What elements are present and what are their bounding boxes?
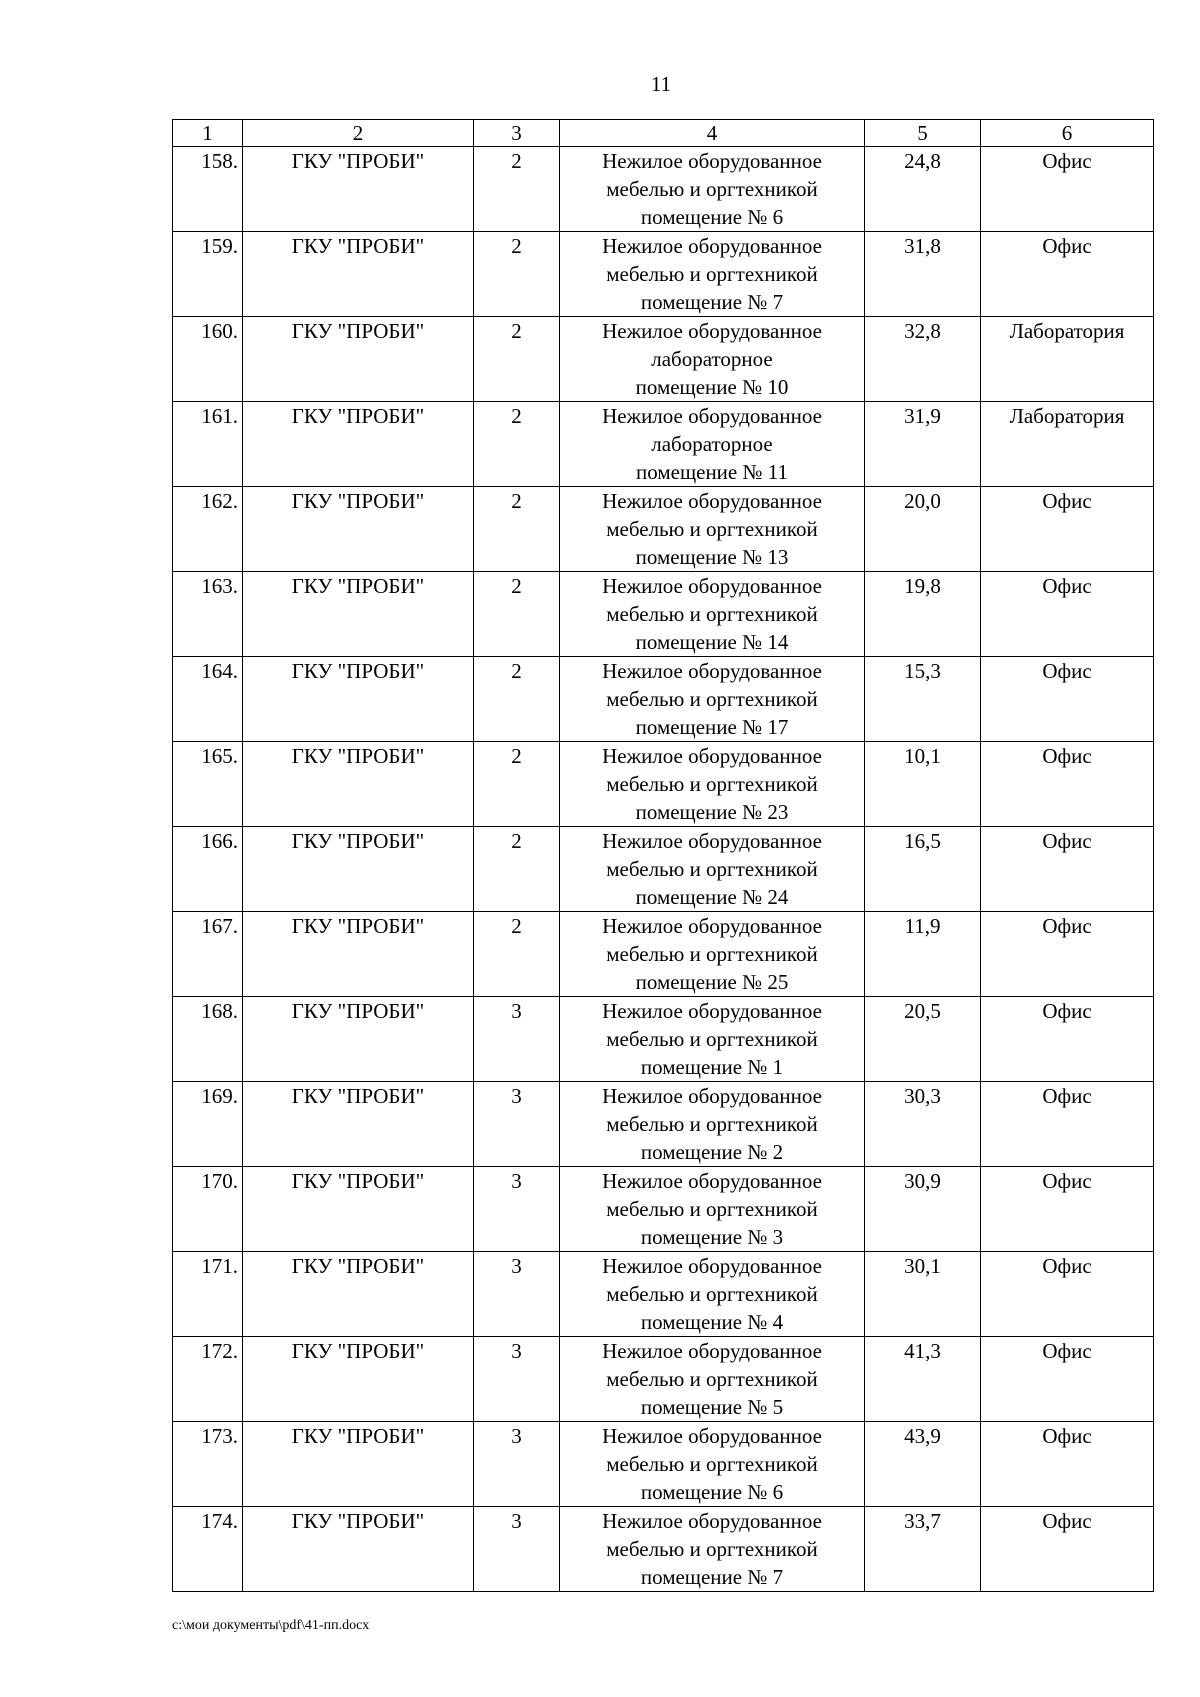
- premises-description: [560, 572, 865, 657]
- column-header: 2: [243, 120, 474, 147]
- row-number: 161.: [173, 402, 243, 487]
- description-line: помещение № 11: [636, 460, 788, 484]
- purpose-value: Офис: [981, 1507, 1154, 1592]
- premises-description: [560, 147, 865, 232]
- area-value: 19,8: [865, 572, 981, 657]
- description-line: мебелью и оргтехникой: [606, 1197, 818, 1221]
- organization-name: ГКУ "ПРОБИ": [243, 1337, 474, 1422]
- footer-file-path: c:\мои документы\pdf\41-пп.docx: [172, 1618, 370, 1633]
- description-line: мебелью и оргтехникой: [606, 857, 818, 881]
- description-line: помещение № 7: [640, 290, 784, 314]
- table-row: [173, 997, 1154, 1082]
- table-row: [173, 1337, 1154, 1422]
- description-line: Нежилое оборудованное: [602, 319, 822, 343]
- description-line: помещение № 3: [640, 1225, 784, 1249]
- description-line: помещение № 25: [635, 970, 789, 994]
- organization-name: ГКУ "ПРОБИ": [243, 572, 474, 657]
- floor-number: 2: [474, 827, 560, 912]
- area-value: 20,5: [865, 997, 981, 1082]
- purpose-value: Офис: [981, 147, 1154, 232]
- description-line: лабораторное: [651, 432, 773, 456]
- purpose-value: Лаборатория: [981, 317, 1154, 402]
- organization-name: ГКУ "ПРОБИ": [243, 657, 474, 742]
- description-line: Нежилое оборудованное: [602, 234, 822, 258]
- description-line: помещение № 24: [635, 885, 789, 909]
- description-line: мебелью и оргтехникой: [606, 1027, 818, 1051]
- description-line: мебелью и оргтехникой: [606, 1367, 818, 1391]
- description-line: Нежилое оборудованное: [602, 1424, 822, 1448]
- floor-number: 2: [474, 402, 560, 487]
- description-line: мебелью и оргтехникой: [606, 262, 818, 286]
- description-line: мебелью и оргтехникой: [606, 602, 818, 626]
- row-number: 168.: [173, 997, 243, 1082]
- table-row: [173, 1082, 1154, 1167]
- organization-name: ГКУ "ПРОБИ": [243, 1167, 474, 1252]
- row-number: 164.: [173, 657, 243, 742]
- table-row: [173, 402, 1154, 487]
- table-body: [173, 147, 1154, 1592]
- area-value: 43,9: [865, 1422, 981, 1507]
- description-line: Нежилое оборудованное: [602, 914, 822, 938]
- organization-name: ГКУ "ПРОБИ": [243, 827, 474, 912]
- description-line: Нежилое оборудованное: [602, 1254, 822, 1278]
- purpose-value: Лаборатория: [981, 402, 1154, 487]
- description-line: помещение № 13: [635, 545, 789, 569]
- premises-description: [560, 1252, 865, 1337]
- description-line: помещение № 2: [640, 1140, 784, 1164]
- page-number: 11: [650, 72, 672, 96]
- row-number: 173.: [173, 1422, 243, 1507]
- row-number: 174.: [173, 1507, 243, 1592]
- row-number: 170.: [173, 1167, 243, 1252]
- column-header: 3: [474, 120, 560, 147]
- table-row: [173, 827, 1154, 912]
- purpose-value: Офис: [981, 827, 1154, 912]
- organization-name: ГКУ "ПРОБИ": [243, 742, 474, 827]
- organization-name: ГКУ "ПРОБИ": [243, 997, 474, 1082]
- description-line: Нежилое оборудованное: [602, 489, 822, 513]
- row-number: 171.: [173, 1252, 243, 1337]
- premises-description: [560, 742, 865, 827]
- description-line: Нежилое оборудованное: [602, 659, 822, 683]
- description-line: помещение № 6: [640, 205, 784, 229]
- table-row: [173, 487, 1154, 572]
- table-row: [173, 1252, 1154, 1337]
- premises-description: [560, 997, 865, 1082]
- row-number: 167.: [173, 912, 243, 997]
- description-line: Нежилое оборудованное: [602, 1339, 822, 1363]
- table-row: [173, 1507, 1154, 1592]
- premises-description: [560, 1507, 865, 1592]
- area-value: 31,9: [865, 402, 981, 487]
- purpose-value: Офис: [981, 1337, 1154, 1422]
- table-row: [173, 147, 1154, 232]
- floor-number: 2: [474, 657, 560, 742]
- purpose-value: Офис: [981, 232, 1154, 317]
- description-line: Нежилое оборудованное: [602, 574, 822, 598]
- column-header: 5: [865, 120, 981, 147]
- area-value: 24,8: [865, 147, 981, 232]
- description-line: мебелью и оргтехникой: [606, 1112, 818, 1136]
- description-line: помещение № 17: [635, 715, 789, 739]
- area-value: 32,8: [865, 317, 981, 402]
- purpose-value: Офис: [981, 487, 1154, 572]
- description-line: помещение № 23: [635, 800, 789, 824]
- table-row: [173, 1422, 1154, 1507]
- area-value: 30,1: [865, 1252, 981, 1337]
- description-line: лабораторное: [651, 347, 773, 371]
- premises-description: [560, 827, 865, 912]
- description-line: мебелью и оргтехникой: [606, 1537, 818, 1561]
- table-row: [173, 1167, 1154, 1252]
- floor-number: 3: [474, 997, 560, 1082]
- row-number: 165.: [173, 742, 243, 827]
- floor-number: 2: [474, 147, 560, 232]
- organization-name: ГКУ "ПРОБИ": [243, 1507, 474, 1592]
- purpose-value: Офис: [981, 912, 1154, 997]
- premises-description: [560, 912, 865, 997]
- table-row: [173, 317, 1154, 402]
- organization-name: ГКУ "ПРОБИ": [243, 1082, 474, 1167]
- area-value: 30,9: [865, 1167, 981, 1252]
- description-line: Нежилое оборудованное: [602, 744, 822, 768]
- floor-number: 2: [474, 232, 560, 317]
- area-value: 30,3: [865, 1082, 981, 1167]
- organization-name: ГКУ "ПРОБИ": [243, 487, 474, 572]
- table-row: [173, 912, 1154, 997]
- premises-description: [560, 1082, 865, 1167]
- description-line: мебелью и оргтехникой: [606, 177, 818, 201]
- floor-number: 3: [474, 1337, 560, 1422]
- floor-number: 3: [474, 1167, 560, 1252]
- floor-number: 2: [474, 317, 560, 402]
- organization-name: ГКУ "ПРОБИ": [243, 317, 474, 402]
- organization-name: ГКУ "ПРОБИ": [243, 402, 474, 487]
- description-line: Нежилое оборудованное: [602, 404, 822, 428]
- purpose-value: Офис: [981, 1167, 1154, 1252]
- description-line: мебелью и оргтехникой: [606, 942, 818, 966]
- table-row: [173, 657, 1154, 742]
- premises-description: [560, 1337, 865, 1422]
- premises-description: [560, 402, 865, 487]
- premises-description: [560, 1422, 865, 1507]
- organization-name: ГКУ "ПРОБИ": [243, 1422, 474, 1507]
- description-line: помещение № 6: [640, 1480, 784, 1504]
- description-line: мебелью и оргтехникой: [606, 687, 818, 711]
- description-line: помещение № 4: [640, 1310, 784, 1334]
- organization-name: ГКУ "ПРОБИ": [243, 912, 474, 997]
- organization-name: ГКУ "ПРОБИ": [243, 1252, 474, 1337]
- purpose-value: Офис: [981, 997, 1154, 1082]
- table-row: [173, 232, 1154, 317]
- premises-description: [560, 317, 865, 402]
- row-number: 159.: [173, 232, 243, 317]
- floor-number: 3: [474, 1507, 560, 1592]
- area-value: 20,0: [865, 487, 981, 572]
- purpose-value: Офис: [981, 572, 1154, 657]
- floor-number: 3: [474, 1082, 560, 1167]
- description-line: помещение № 1: [640, 1055, 784, 1079]
- description-line: помещение № 14: [635, 630, 789, 654]
- premises-description: [560, 657, 865, 742]
- premises-description: [560, 487, 865, 572]
- area-value: 33,7: [865, 1507, 981, 1592]
- floor-number: 3: [474, 1252, 560, 1337]
- description-line: Нежилое оборудованное: [602, 1509, 822, 1533]
- floor-number: 2: [474, 742, 560, 827]
- description-line: Нежилое оборудованное: [602, 999, 822, 1023]
- table-header-row: [173, 120, 1154, 147]
- description-line: мебелью и оргтехникой: [606, 517, 818, 541]
- row-number: 172.: [173, 1337, 243, 1422]
- area-value: 31,8: [865, 232, 981, 317]
- table-row: [173, 572, 1154, 657]
- purpose-value: Офис: [981, 657, 1154, 742]
- floor-number: 2: [474, 572, 560, 657]
- description-line: мебелью и оргтехникой: [606, 1282, 818, 1306]
- purpose-value: Офис: [981, 1422, 1154, 1507]
- area-value: 16,5: [865, 827, 981, 912]
- row-number: 158.: [173, 147, 243, 232]
- description-line: мебелью и оргтехникой: [606, 1452, 818, 1476]
- purpose-value: Офис: [981, 1082, 1154, 1167]
- row-number: 163.: [173, 572, 243, 657]
- row-number: 160.: [173, 317, 243, 402]
- column-header: 4: [560, 120, 865, 147]
- column-header: 1: [173, 120, 243, 147]
- organization-name: ГКУ "ПРОБИ": [243, 147, 474, 232]
- column-header: 6: [981, 120, 1154, 147]
- row-number: 162.: [173, 487, 243, 572]
- premises-table: [172, 119, 1154, 1592]
- description-line: Нежилое оборудованное: [602, 1084, 822, 1108]
- purpose-value: Офис: [981, 1252, 1154, 1337]
- table-row: [173, 742, 1154, 827]
- area-value: 10,1: [865, 742, 981, 827]
- description-line: помещение № 7: [640, 1565, 784, 1589]
- description-line: помещение № 5: [640, 1395, 784, 1419]
- description-line: Нежилое оборудованное: [602, 829, 822, 853]
- row-number: 166.: [173, 827, 243, 912]
- premises-description: [560, 1167, 865, 1252]
- area-value: 11,9: [865, 912, 981, 997]
- description-line: помещение № 10: [635, 375, 789, 399]
- premises-description: [560, 232, 865, 317]
- description-line: мебелью и оргтехникой: [606, 772, 818, 796]
- purpose-value: Офис: [981, 742, 1154, 827]
- area-value: 41,3: [865, 1337, 981, 1422]
- floor-number: 2: [474, 912, 560, 997]
- floor-number: 2: [474, 487, 560, 572]
- description-line: Нежилое оборудованное: [602, 1169, 822, 1193]
- area-value: 15,3: [865, 657, 981, 742]
- floor-number: 3: [474, 1422, 560, 1507]
- description-line: Нежилое оборудованное: [602, 149, 822, 173]
- organization-name: ГКУ "ПРОБИ": [243, 232, 474, 317]
- row-number: 169.: [173, 1082, 243, 1167]
